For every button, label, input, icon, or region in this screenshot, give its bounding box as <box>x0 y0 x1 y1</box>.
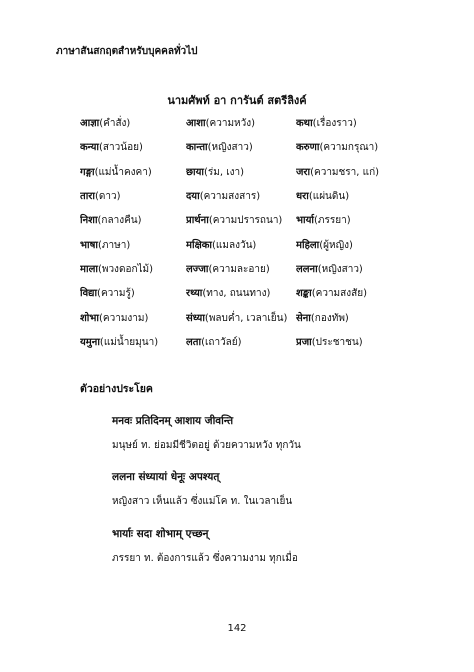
vocab-entry <box>80 139 186 155</box>
thai-translation: ภรรยา ท. ต้องการแล้ว ซึ่งความงาม ทุกเมื่อ <box>112 553 298 564</box>
thai-meaning: (เรื่องราว) <box>312 118 357 130</box>
vocab-entry <box>186 139 296 155</box>
vocab-entry <box>296 212 420 228</box>
vocabulary-table <box>80 111 420 354</box>
vocab-entry <box>80 237 186 253</box>
thai-meaning: (คำสั่ง) <box>99 118 131 130</box>
sanskrit-word: छाया <box>186 166 204 178</box>
sanskrit-word: शङ्का <box>296 288 312 300</box>
thai-meaning: (เถาวัลย์) <box>201 336 242 348</box>
sanskrit-word: कान्ता <box>186 142 208 154</box>
sanskrit-word: माला <box>80 263 98 275</box>
sanskrit-word: महिला <box>296 239 320 251</box>
vocab-entry <box>80 188 186 204</box>
thai-meaning: (กองทัพ) <box>310 312 349 324</box>
example-sentence <box>112 470 412 509</box>
sanskrit-word: ललना <box>296 263 318 275</box>
sanskrit-word: यमुना <box>80 336 100 348</box>
sanskrit-sentence: ललना संध्यायां धेनूः अपश्यत् <box>112 471 220 483</box>
thai-meaning: (ทาง, ถนนทาง) <box>202 288 271 300</box>
thai-meaning: (ร่ม, เงา) <box>204 166 245 178</box>
vocab-entry <box>296 285 420 301</box>
vocab-entry <box>80 285 186 301</box>
vocab-entry <box>296 237 420 253</box>
vocab-entry <box>296 115 420 131</box>
section-title: นามศัพท์ อา การันต์ สตรีลิงค์ <box>167 94 307 107</box>
sanskrit-word: संध्या <box>186 312 205 324</box>
running-header: ภาษาสันสกฤตสำหรับบุคคลทั่วไป <box>56 46 198 57</box>
thai-meaning: (ความสงสัย) <box>311 288 367 300</box>
thai-meaning: (ภาษา) <box>98 239 131 251</box>
vocab-entry <box>186 310 296 326</box>
thai-meaning: (หญิงสาว) <box>207 142 253 154</box>
sanskrit-word: प्रार्थना <box>186 215 209 227</box>
vocab-row <box>80 160 420 184</box>
sanskrit-word: विद्या <box>80 288 98 300</box>
sanskrit-word: करुणा <box>296 142 320 154</box>
thai-meaning: (ความปรารถนา) <box>208 215 283 227</box>
thai-meaning: (ความรู้) <box>97 288 135 300</box>
vocab-entry <box>186 261 296 277</box>
thai-meaning: (ประชาชน) <box>311 336 363 348</box>
sanskrit-word: धरा <box>296 191 309 203</box>
thai-meaning: (พลบค่ำ, เวลาเย็น) <box>204 312 288 324</box>
vocab-entry <box>186 115 296 131</box>
examples-heading: ตัวอย่างประโยค <box>80 383 153 395</box>
sanskrit-word: आज्ञा <box>80 118 100 130</box>
sanskrit-word: प्रजा <box>296 336 312 348</box>
sanskrit-word: मक्षिका <box>186 239 213 251</box>
sanskrit-word: भाषा <box>80 239 98 251</box>
thai-meaning: (ดาว) <box>94 191 121 203</box>
thai-meaning: (พวงดอกไม้) <box>97 263 154 275</box>
vocab-entry <box>80 115 186 131</box>
thai-meaning: (ความหวัง) <box>205 118 256 130</box>
page-number: 142 <box>227 623 247 634</box>
thai-translation: มนุษย์ ท. ย่อมมีชีวิตอยู่ ด้วยความหวัง ทุกวัน <box>112 440 301 451</box>
example-sentence <box>112 414 412 453</box>
sanskrit-word: लता <box>186 336 202 348</box>
thai-meaning: (กลางคืน) <box>97 215 142 227</box>
thai-meaning: (ความสงสาร) <box>199 191 261 203</box>
thai-meaning: (สาวน้อย) <box>99 142 143 154</box>
vocab-row <box>80 281 420 305</box>
vocab-entry <box>80 334 186 350</box>
vocab-entry <box>296 334 420 350</box>
thai-meaning: (ผู้หญิง) <box>319 239 353 251</box>
vocab-entry <box>186 285 296 301</box>
thai-translation: หญิงสาว เห็นแล้ว ซึ่งแม่โค ท. ในเวลาเย็น <box>112 496 293 507</box>
thai-meaning: (ภรรยา) <box>314 215 351 227</box>
sanskrit-word: रथ्या <box>186 288 203 300</box>
example-sentence <box>112 527 412 566</box>
vocab-entry <box>80 310 186 326</box>
thai-meaning: (แมลงวัน) <box>212 239 257 251</box>
sanskrit-word: दया <box>186 191 200 203</box>
sanskrit-word: आशा <box>186 118 206 130</box>
vocab-entry <box>186 212 296 228</box>
vocab-row <box>80 208 420 232</box>
sanskrit-word: सेना <box>296 312 311 324</box>
vocab-entry <box>80 164 186 180</box>
vocab-entry <box>186 164 296 180</box>
vocab-row <box>80 135 420 159</box>
vocab-row <box>80 184 420 208</box>
vocab-row <box>80 111 420 135</box>
sanskrit-word: भार्या <box>296 215 315 227</box>
vocab-entry <box>296 164 420 180</box>
vocab-entry <box>296 261 420 277</box>
vocab-entry <box>296 188 420 204</box>
vocab-entry <box>186 188 296 204</box>
vocab-entry <box>296 310 420 326</box>
vocab-entry <box>80 261 186 277</box>
vocab-entry <box>80 212 186 228</box>
thai-meaning: (ความชรา, แก่) <box>310 166 380 178</box>
vocab-entry <box>186 237 296 253</box>
sanskrit-word: गङ्गा <box>80 166 95 178</box>
sanskrit-word: जरा <box>296 166 311 178</box>
vocab-row <box>80 305 420 329</box>
thai-meaning: (แผ่นดิน) <box>308 191 350 203</box>
sanskrit-word: कन्या <box>80 142 100 154</box>
sanskrit-word: कथा <box>296 118 313 130</box>
sanskrit-word: तारा <box>80 191 95 203</box>
vocab-entry <box>186 334 296 350</box>
thai-meaning: (หญิงสาว) <box>317 263 363 275</box>
vocab-row <box>80 330 420 354</box>
sanskrit-sentence: मनवः प्रतिदिनम् आशाय जीवन्ति <box>112 415 234 427</box>
sanskrit-word: शोभा <box>80 312 100 324</box>
vocab-entry <box>296 139 420 155</box>
sanskrit-word: लज्जा <box>186 263 209 275</box>
thai-meaning: (ความงาม) <box>99 312 149 324</box>
sanskrit-sentence: भार्याः सदा शोभाम् एच्छन् <box>112 528 209 540</box>
thai-meaning: (ความกรุณา) <box>319 142 379 154</box>
thai-meaning: (แม่น้ำยมุนา) <box>99 336 159 348</box>
sanskrit-word: निशा <box>80 215 98 227</box>
thai-meaning: (ความละอาย) <box>208 263 270 275</box>
vocab-row <box>80 232 420 256</box>
thai-meaning: (แม่น้ำคงคา) <box>94 166 152 178</box>
vocab-row <box>80 257 420 281</box>
